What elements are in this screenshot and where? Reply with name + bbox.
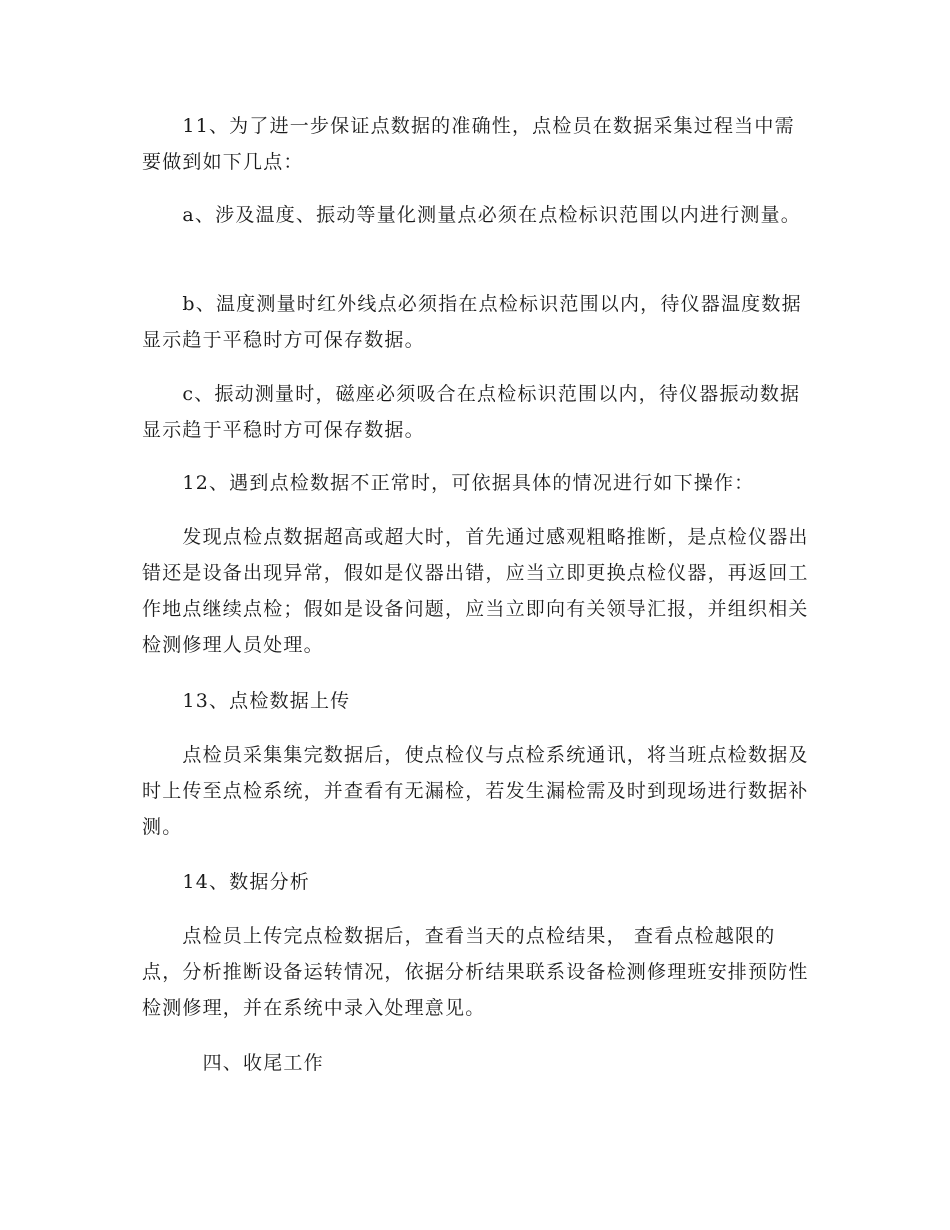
paragraph-item-11: 11、为了进一步保证点数据的准确性，点检员在数据采集过程当中需要做到如下几点：: [142, 115, 795, 173]
section-heading-closing-work: 四、收尾工作: [142, 1052, 324, 1074]
paragraph-item-12: 12、遇到点检数据不正常时，可依据具体的情况进行如下操作：: [142, 472, 755, 494]
paragraph-item-c: c、振动测量时，磁座必须吸合在点检标识范围以内，待仪器振动数据显示趋于平稳时方可保存数据。: [142, 383, 801, 441]
paragraph-item-a: a、涉及温度、振动等量化测量点必须在点检标识范围以内进行测量。: [142, 204, 801, 226]
paragraph-item-b: b、温度测量时红外线点必须指在点检标识范围以内，待仪器温度数据显示趋于平稳时方可保存数据。: [142, 293, 802, 351]
paragraph-heading-14: 14、数据分析: [142, 871, 310, 893]
paragraph-body-analysis: 点检员上传完点检数据后，查看当天的点检结果， 查看点检越限的点，分析推断设备运转情况，依据分析结果联系设备检测修理班安排预防性检测修理，并在系统中录入处理意见。: [142, 925, 809, 1019]
paragraph-body-abnormal-data: 发现点检点数据超高或超大时，首先通过感观粗略推断，是点检仪器出错还是设备出现异常，假如是仪器出错，应当立即更换点检仪器，再返回工作地点继续点检；假如是设备问题，应当立即向有关领导汇报，并组织相关检测修理人员处理。: [142, 526, 809, 656]
paragraph-heading-13: 13、点检数据上传: [142, 690, 351, 712]
paragraph-body-upload: 点检员采集集完数据后，使点检仪与点检系统通讯，将当班点检数据及时上传至点检系统，并查看有无漏检，若发生漏检需及时到现场进行数据补测。: [142, 744, 809, 838]
